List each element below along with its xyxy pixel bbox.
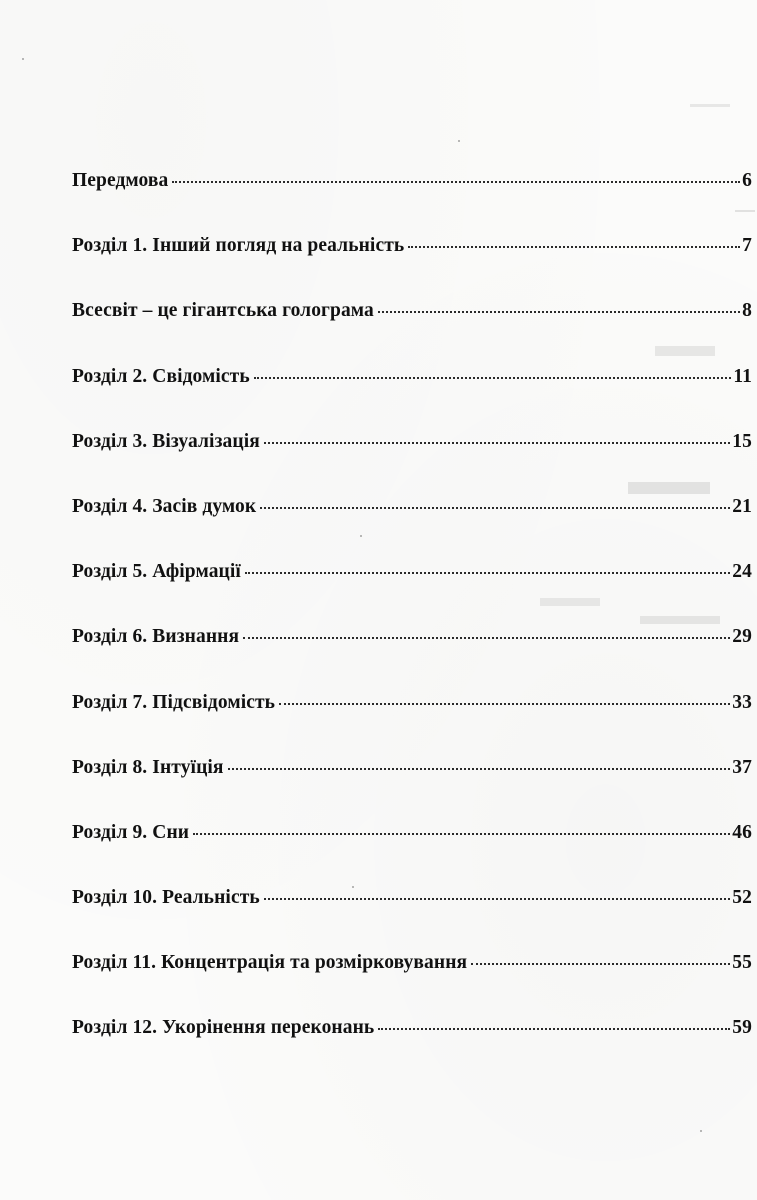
toc-entry-page: 37 xyxy=(732,756,752,778)
dot-leader xyxy=(279,703,730,705)
toc-entry-title: Розділ 11. Концентрація та розмірковування xyxy=(72,952,468,974)
toc-entry[interactable] xyxy=(72,431,752,496)
toc-entry-title: Розділ 10. Реальність xyxy=(72,887,260,909)
toc-entry[interactable] xyxy=(72,952,752,1017)
toc-entry-page: 46 xyxy=(732,821,752,843)
toc-entry[interactable] xyxy=(72,235,752,300)
bleed-through-mark xyxy=(690,104,730,107)
paper-speck xyxy=(700,1130,702,1132)
table-of-contents xyxy=(72,170,752,1083)
toc-entry[interactable] xyxy=(72,366,752,431)
dot-leader xyxy=(172,181,740,183)
toc-entry-page: 24 xyxy=(732,561,752,583)
toc-entry-page: 8 xyxy=(742,300,752,322)
dot-leader xyxy=(378,311,740,313)
toc-entry-page: 29 xyxy=(732,626,752,648)
dot-leader xyxy=(228,768,731,770)
toc-entry-title: Розділ 3. Візуалізація xyxy=(72,430,260,452)
paper-speck xyxy=(22,58,24,60)
toc-entry-page: 15 xyxy=(732,430,752,452)
dot-leader xyxy=(243,637,730,639)
toc-entry[interactable] xyxy=(72,1017,752,1082)
toc-entry-title: Розділ 6. Визнання xyxy=(72,626,240,648)
dot-leader xyxy=(378,1028,730,1030)
toc-entry-page: 11 xyxy=(733,365,752,387)
toc-entry-title: Розділ 5. Афірмації xyxy=(72,561,241,583)
toc-entry-title: Всесвіт – це гігантська голограма xyxy=(72,300,374,322)
toc-entry[interactable] xyxy=(72,757,752,822)
toc-entry-title: Розділ 9. Сни xyxy=(72,821,190,843)
toc-entry-page: 33 xyxy=(732,691,752,713)
dot-leader xyxy=(264,898,731,900)
paper-speck xyxy=(458,140,460,142)
dot-leader xyxy=(254,377,732,379)
toc-entry[interactable] xyxy=(72,692,752,757)
toc-entry-page: 52 xyxy=(732,887,752,909)
dot-leader xyxy=(260,507,730,509)
toc-entry-page: 7 xyxy=(742,235,752,257)
dot-leader xyxy=(264,442,730,444)
dot-leader xyxy=(193,833,730,835)
dot-leader xyxy=(408,246,740,248)
toc-entry-title: Розділ 2. Свідомість xyxy=(72,365,250,387)
dot-leader xyxy=(471,963,730,965)
toc-entry-title: Розділ 7. Підсвідомість xyxy=(72,691,276,713)
toc-entry[interactable] xyxy=(72,822,752,887)
toc-entry-title: Передмова xyxy=(72,170,169,191)
toc-entry-title: Розділ 8. Інтуїція xyxy=(72,756,224,778)
toc-entry-title: Розділ 12. Укорінення переконань xyxy=(72,1017,375,1039)
toc-entry[interactable] xyxy=(72,561,752,626)
dot-leader xyxy=(245,572,730,574)
toc-entry[interactable] xyxy=(72,300,752,365)
toc-entry-title: Розділ 4. Засів думок xyxy=(72,495,257,517)
toc-entry-page: 6 xyxy=(742,170,752,191)
toc-entry[interactable] xyxy=(72,170,752,235)
toc-entry-page: 59 xyxy=(732,1017,752,1039)
toc-entry-title: Розділ 1. Інший погляд на реальність xyxy=(72,235,405,257)
toc-entry-page: 55 xyxy=(732,952,752,974)
toc-entry[interactable] xyxy=(72,887,752,952)
toc-entry-page: 21 xyxy=(732,495,752,517)
toc-entry[interactable] xyxy=(72,626,752,691)
toc-entry[interactable] xyxy=(72,496,752,561)
